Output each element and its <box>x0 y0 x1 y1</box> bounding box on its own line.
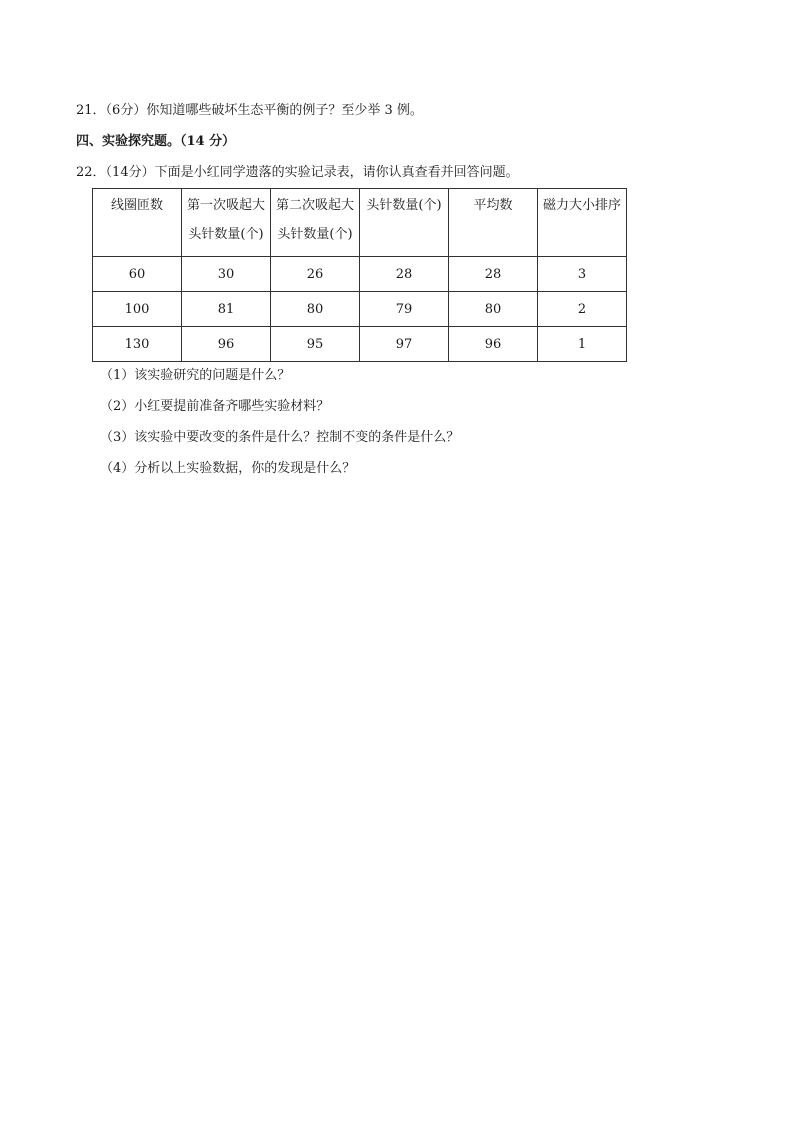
table-cell: 1 <box>538 327 627 362</box>
table-header-row <box>93 189 627 257</box>
table-cell: 96 <box>449 327 538 362</box>
header-third-pickup: 头针数量(个) <box>360 189 449 257</box>
experiment-record-table <box>92 188 627 362</box>
table-cell: 130 <box>93 327 182 362</box>
table-row <box>93 327 627 362</box>
table-cell: 26 <box>271 257 360 292</box>
table-cell: 100 <box>93 292 182 327</box>
table-row <box>93 257 627 292</box>
table-cell: 60 <box>93 257 182 292</box>
table-cell: 81 <box>182 292 271 327</box>
sub-question-1: （1）该实验研究的问题是什么？ <box>100 368 291 383</box>
table-cell: 28 <box>360 257 449 292</box>
table-cell: 28 <box>449 257 538 292</box>
table-cell: 3 <box>538 257 627 292</box>
table-cell: 2 <box>538 292 627 327</box>
header-coil-turns: 线圈匝数 <box>93 189 182 257</box>
table-cell: 95 <box>271 327 360 362</box>
table-cell: 79 <box>360 292 449 327</box>
table-cell: 80 <box>449 292 538 327</box>
section-4-heading: 四、实验探究题。（14 分） <box>76 134 236 149</box>
header-first-pickup: 第一次吸起大头针数量(个) <box>182 189 271 257</box>
sub-question-2: （2）小红要提前准备齐哪些实验材料？ <box>100 399 330 414</box>
table-cell: 97 <box>360 327 449 362</box>
question-21: 21．（6分）你知道哪些破坏生态平衡的例子？至少举 3 例。 <box>76 103 423 118</box>
table-cell: 80 <box>271 292 360 327</box>
sub-question-4: （4）分析以上实验数据，你的发现是什么？ <box>100 461 356 476</box>
header-magnetic-rank: 磁力大小排序 <box>538 189 627 257</box>
sub-question-3: （3）该实验中要改变的条件是什么？控制不变的条件是什么？ <box>100 430 460 445</box>
table-row <box>93 292 627 327</box>
header-second-pickup: 第二次吸起大头针数量(个) <box>271 189 360 257</box>
question-22: 22．（14分）下面是小红同学遗落的实验记录表，请你认真查看并回答问题。 <box>76 165 519 180</box>
table-cell: 30 <box>182 257 271 292</box>
table-cell: 96 <box>182 327 271 362</box>
header-average: 平均数 <box>449 189 538 257</box>
